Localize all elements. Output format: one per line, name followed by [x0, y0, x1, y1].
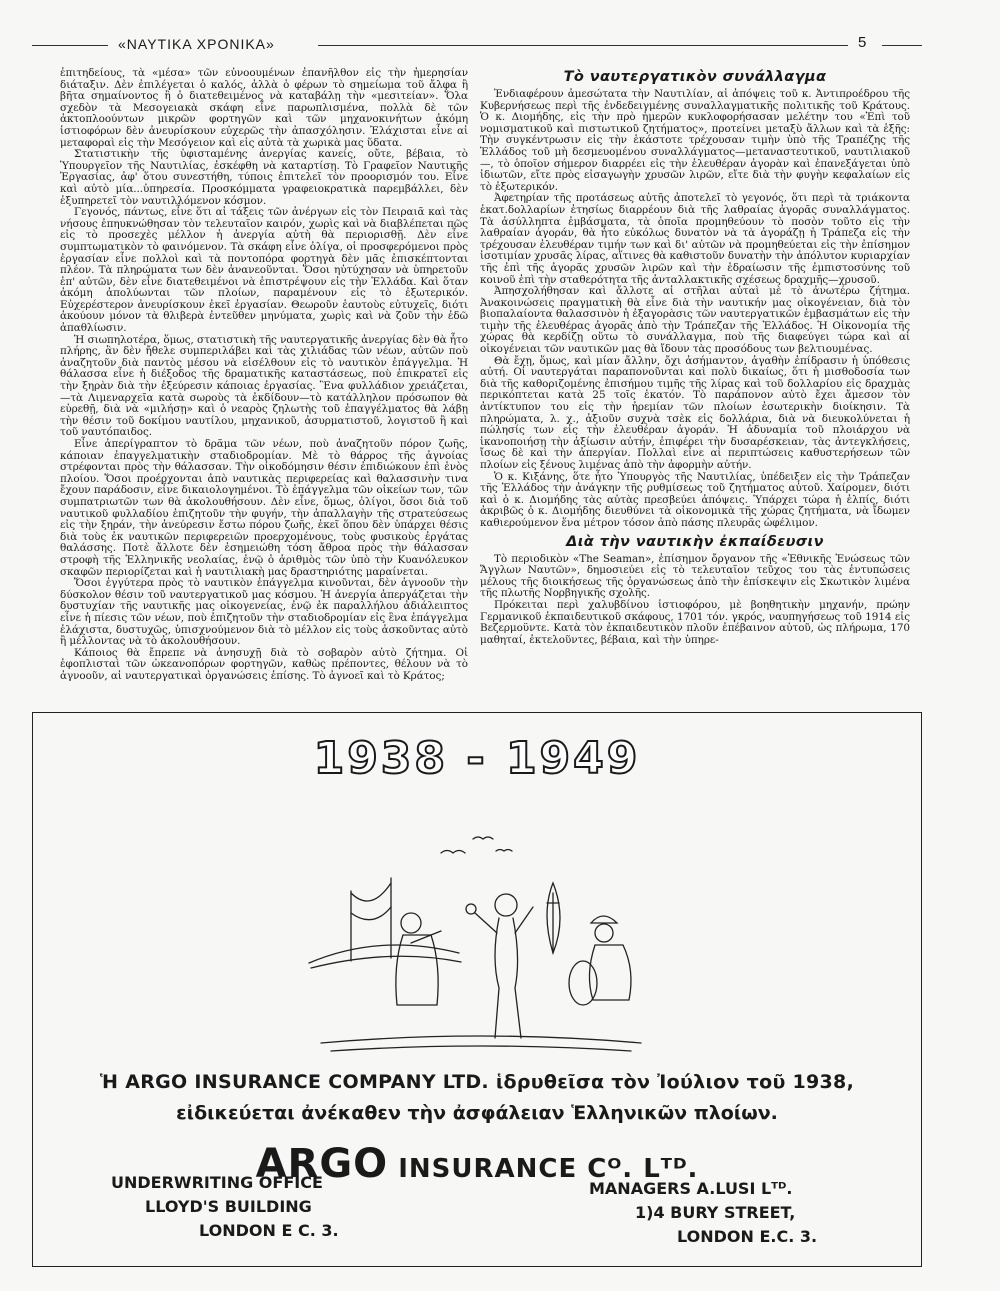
page-number: 5	[858, 34, 867, 51]
argo-insurance-advertisement	[32, 712, 922, 1267]
right-paragraph: Θὰ ἔχῃ, ὅμως, καὶ μίαν ἄλλην, ὄχι ἀσήμαντον, ἀγαθὴν ἐπίδρασιν ἡ ὑπόθεσις αὐτή. Οἱ ναυτεργάται παραπονοῦνται καὶ πολὺ δικαίως, ὅτι ἡ μισθοδοσία των διὰ τῆς καθοριζομένης ἐπισήμου τιμῆς τῆς λίρας καὶ τοῦ δολλαρίου εἰς δραχμὰς περικόπτεται κατὰ 25 τοῖς ἑκατόν. Τὸ παράπονον αὐτὸ ἔχει ἄμεσον τὸν ἀντίκτυπον του εἰς τὴν ἠρεμίαν τῶν πλοίων ἐσωτερικὴν διοίκησιν. Τὰ πληρώματα, λ. χ., ἀξιοῦν συχνὰ τσὲκ εἰς δολλάρια, διὰ νὰ διευκολύνεται ἡ πώλησίς των εἰς τὴν ἐλευθέραν ἀγοράν. Ἡ ἀδυναμία τοῦ πλοιάρχου νὰ ἱκανοποιήσῃ τὴν ἀξίωσιν αὐτήν, ἐπιφέρει τὴν δυσαρέσκειαν, τὰς ἀντεγκλήσεις, ἴσως δὲ καὶ τὴν ἀπεργίαν. Πολλαὶ εἶνε αἱ περιπτώσεις καθυστερήσεων τῶν πλοίων εἰς ξένους λιμένας ἀπὸ τὴν ἀφορμὴν αὐτήν.	[480, 354, 910, 471]
ad-underwriting-line: LONDON E C. 3.	[199, 1221, 339, 1240]
ad-years: 1938 - 1949	[313, 733, 641, 784]
right-paragraph: Ἀπησχολήθησαν καὶ ἄλλοτε αἱ στῆλαι αὐταὶ μὲ τὸ ἀνωτέρω ζήτημα. Ἀνακοινώσεις πραγματικὴ θὰ εἶνε διὰ τὴν ναυτικήν μας οἰκογένειαν, διὰ τὸν βιοπαλαίοντα θαλασσινὸν ἡ ἐξαγορὰσις τῶν ναυτεργατικῶν ἐμβασμάτων εἰς τὴν τιμὴν τῆς ἐλευθέρας ἀγορᾶς ἀπὸ τὴν Τράπεζαν τῆς Ἑλλάδος. Ἡ Οἰκονομία τῆς χώρας θὰ κερδίζῃ οὕτω τὸ συνάλλαγμα, ποὺ τῆς διαφεύγει τώρα καὶ αἱ οἰκογένειαι τῶν ναυτικῶν μας θὰ ἴδουν τὰς προσόδους των βελτιουμένας.	[480, 285, 910, 356]
header-rule-left	[32, 45, 108, 46]
ad-brand-rest: INSURANCE Cᴼ. Lᵀᴰ.	[398, 1154, 699, 1184]
right-paragraph: Ἀφετηρίαν τῆς προτάσεως αὐτῆς ἀποτελεῖ τὸ γεγονός, ὅτι περὶ τὰ τριάκοντα ἑκατ.δολλαρίων ἐτησίως διαρρέουν διὰ τῆς λαθραίας ἀγορᾶς συναλλάγματος. Τὰ ἀσύλληπτα ἐμβάσματα, τὰ ὁποῖα προμηθεύουν τὸ ποσὸν τοῦτο εἰς τὴν λαθραίαν ἀγοράν, θὰ ἦτο εὐκόλως δυνατὸν νὰ τὰ ἀγοράζῃ ἡ Τράπεζα εἰς τὴν τρέχουσαν ἐλευθέραν τιμήν των καὶ δι' αὐτῶν νὰ προμηθεύεται εἰς τὴν ἐπίσημον ἰσοτιμίαν χρυσᾶς λίρας, αἵτινες θὰ καθιστοῦν δυνατὴν τὴν ἀπόλυτον κυριαρχίαν τῆς ἐπὶ τῆς ἀγορᾶς χρυσῶν λιρῶν καὶ τὴν ἑδραίωσιν τῆς ἐμπιστοσύνης τοῦ κοινοῦ ἐπὶ τὴν σταθερότητα τῆς ἀνταλλακτικῆς σχέσεως δραχμῆς—χρυσοῦ.	[480, 192, 910, 286]
journal-title: «ΝΑΥΤΙΚΑ ΧΡΟΝΙΚΑ»	[118, 36, 275, 52]
left-paragraph: Εἶνε ἀπερίγραπτον τὸ δρᾶμα τῶν νέων, ποὺ ἀναζητοῦν πόρον ζωῆς, κάποιαν ἐπαγγελματικὴν σταδιοδρομίαν. Μὲ τὸ θάρρος τῆς ἀγνοίας στρέφονται πρὸς τὴν θάλασσαν. Τὴν οἰκοδόμησιν θέσιν ἐπιδιώκουν ἐπὶ ἑνὸς πλοίου. Ὅσοι προέρχονται ἀπὸ ναυτικὰς περιφερείας καὶ θαλασσινὴν τινα ἔχουν παράδοσιν, εἶνε δικαιολογημένοι. Τὸ ἐπάγγελμα τῶν οἰκείων των, τῶν συμπατριωτῶν των θὰ ἀκολουθήσουν. Δὲν εἶνε, ὅμως, ὀλίγοι, ὅσοι διὰ τοῦ ναυτικοῦ φυλλαδίου ἐπιζητοῦν τὴν φυγήν, τὴν ἀπαλλαγὴν τῆς στρατεύσεως εἰς τὴν ξηράν, τὴν ἀνεύρεσιν ἔστω πόρου ζωῆς, ἐκεῖ ὅπου δὲν ὑπάρχει θέσις διὰ τοὺς ἐκ ναυτικῶν περιφερειῶν προερχομένους, τοὺς φυσικοὺς ἐργάτας θαλάσσης. Ποτὲ ἄλλοτε δὲν ἐσημειώθη τόση ἄθροα πρὸς τὴν θάλασσαν στροφὴ τῆς Ἑλληνικῆς νεολαίας, ἐνῷ ὁ ἀριθμὸς τῶν ὑπὸ τὴν Κυανόλευκον σκαφῶν περιορίζεται καὶ ἡ ναυτιλιακὴ μας δραστηριότης μαραίνεται.	[60, 438, 468, 578]
right-paragraph: Ὁ κ. Κιξάνης, ὅτε ἦτο Ὑπουργὸς τῆς Ναυτιλίας, ὑπέδειξεν εἰς τὴν Τράπεζαν τῆς Ἑλλάδος τὴν ἀνάγκην τῆς ρυθμίσεως τοῦ ζητήματος αὐτοῦ. Χαίρομεν, διότι καὶ ὁ κ. Διομήδης τὰς αὐτὰς πρεσβεύει ἀπόψεις. Ὑπάρχει τώρα ἡ ἐλπίς, διότι ἀκριβῶς ὁ κ. Διομήδης διευθύνει τὰ οἰκονομικὰ τῆς χώρας ζητήματα, νὰ ἴδωμεν καθιερούμενον ἕνα μέτρον τόσον ἀπὸ πάσης πλευρᾶς ὠφέλιμον.	[480, 470, 910, 529]
left-column	[60, 68, 468, 682]
right-paragraph: Πρόκειται περὶ χαλυβδίνου ἱστιοφόρου, μὲ βοηθητικὴν μηχανήν, πρώην Γερμανικοῦ ἐκπαιδευτικοῦ σκάφους, 1701 τόν. γκρός, ναυπηγήσεως τοῦ 1914 εἰς Βεζερμοϋντε. Κατὰ τὸν ἐκπαιδευτικὸν πλοῦν ἐπέβαινον αὐτοῦ, ὡς πλήρωμα, 170 μαθηταί, ἐκτελοῦντες, βέβαια, καὶ τὴν ὑπηρε-	[480, 598, 910, 646]
ad-managers-line: LONDON E.C. 3.	[677, 1227, 818, 1246]
running-header	[32, 34, 922, 58]
ad-managers-line: 1)4 BURY STREET,	[635, 1203, 796, 1222]
left-paragraph: Γεγονός, πάντως, εἶνε ὅτι αἱ τάξεις τῶν ἀνέργων εἰς τὸν Πειραιᾶ καὶ τὰς νήσους ἐπηυκνώθησαν τὸν τελευταῖον καιρόν, χωρὶς καὶ νὰ διαβλέπεται πῶς εἰς τὸ προσεχὲς μέλλον ἡ ἀνεργία αὐτὴ θὰ περιορισθῇ. Δὲν εἶνε συμπτωματικὸν τὸ φαινόμενον. Τὰ σκάφη εἶνε ὀλίγα, οἱ προσφερόμενοι πρὸς ἐργασίαν εἶνε πολλοὶ καὶ τὰ ποντοπόρα φορτηγὰ δὲν μᾶς ἐπισκέπτονται πλέον. Τὰ πληρώματα των δὲν ἀνανεοῦνται. Ὅσοι ηὐτύχησαν νὰ ὑπηρετοῦν ἐπ' αὐτῶν, δὲν εἶνε διατεθειμένοι νὰ ἐπιστρέψουν εἰς τὴν Ἑλλάδα. Καὶ ὅταν ἀκόμη ἀπολύωνται τῶν πλοίων, παραμένουν εἰς τὸ ἐξωτερικόν. Εὐχερέστερον ἀνευρίσκουν ἐκεῖ ἐργασίαν. Θεωροῦν ἑαυτοὺς εὐτυχεῖς, διότι ἀκούουν μόνον τὰ θλιβερὰ ἐντεῦθεν μηνύματα, χωρὶς καὶ νὰ ζοῦν τὴν ἐδῶ ἀπαθλίωσιν.	[60, 206, 468, 335]
ad-underwriting-line: UNDERWRITING OFFICE	[111, 1173, 323, 1192]
ad-underwriting-office	[111, 1171, 339, 1243]
ad-brand-argo: ARGO	[255, 1141, 389, 1187]
left-paragraph: Κάποιος θὰ ἔπρεπε νὰ ἀνησυχῇ διὰ τὸ σοβαρὸν αὐτὸ ζήτημα. Οἱ ἐφοπλισταὶ τῶν ὠκεανοπόρων φορτηγῶν, καθὼς πρέποντες, θέλουν νὰ τὸ ἀγνοοῦν, αἱ ναυτεργατικαὶ ὀργανώσεις ἐπίσης. Τὸ ἀγνοεῖ καὶ τὸ Κράτος;	[60, 646, 468, 682]
left-paragraph: Ἡ σιωπηλοτέρα, ὅμως, στατιστικὴ τῆς ναυτεργατικῆς ἀνεργίας δὲν θὰ ἦτο πλήρης, ἂν δὲν ἤθελε συμπεριλάβει καὶ τὰς χιλιάδας τῶν νέων, αὐτῶν ποὺ ἀναζητοῦν διὰ παντὸς μέσου νὰ εἰσέλθουν εἰς τὸ ναυτικὸν ἐπάγγελμα. Ἡ θάλασσα εἶνε ἡ διέξοδος τῆς δραματικῆς καταστάσεως, ποὺ ἐπικρατεῖ εἰς τὴν ξηρὰν διὰ τὴν ἐξεύρεσιν κάποιας ἐργασίας. Ἓνα φυλλάδιον χρειάζεται,—τὰ Λιμεναρχεῖα κατὰ σωροὺς τὰ ἐκδίδουν—τὸ κατάλληλον πρόσωπον θὰ εὑρεθῇ, διὰ νὰ «μιλήσῃ» καὶ ὁ νεαρὸς ζηλωτὴς τοῦ ἐπαγγέλματος θὰ λάβῃ τὴν θέσιν τοῦ δοκίμου ναυτίλου, μηχανικοῦ, ἀσυρματιστοῦ, λογιστοῦ ἢ καὶ τοῦ ναυτόπαιδος.	[60, 333, 468, 439]
right-paragraph: Τὸ περιοδικὸν «The Seaman», ἐπίσημον ὄργανον τῆς «Ἐθνικῆς Ἑνώσεως τῶν Ἄγγλων Ναυτῶν», δημοσιεύει εἰς τὸ τελευταῖον τεῦχος του τὰς ἐντυπώσεις μέλους τῆς διοικήσεως τῆς ὀργανώσεως ἀπὸ τὴν ἐπίσκεψιν εἰς Σκωτικὸν λιμένα τῆς πλωτῆς Νορβηγικῆς σχολῆς.	[480, 552, 910, 600]
left-paragraph: Στατιστικὴν τῆς ὑφισταμένης ἀνεργίας κανείς, οὔτε, βέβαια, τὸ Ὑπουργεῖον τῆς Ναυτιλίας, ἐσκέφθη νὰ καταρτίσῃ. Τὸ Γραφεῖον Ναυτικῆς Ἐργασίας, ἀφ' ὅτου συνεστήθη, τύποις ἐπιτελεῖ τὸν προορισμόν του. Εἶνε καὶ αὐτὸ μία...ὑπηρεσία. Προσκόμματα γραφειοκρατικὰ παρεμβάλλει, δὲν ἐξυπηρετεῖ τὸν ναυτιλλόμενον κόσμον.	[60, 148, 468, 207]
header-rule-right	[318, 45, 848, 46]
ad-greek-line-2: εἰδικεύεται ἀνέκαθεν τὴν ἀσφάλειαν Ἑλληνικῶν πλοίων.	[176, 1102, 778, 1124]
ad-underwriting-line: LLOYD'S BUILDING	[145, 1197, 312, 1216]
ad-managers-line: MANAGERS A.LUSI Lᵀᴰ.	[589, 1179, 793, 1198]
ad-managers	[589, 1177, 817, 1249]
argonaut-illustration	[291, 793, 651, 1063]
header-rule-end	[882, 45, 922, 46]
right-column	[480, 68, 910, 646]
left-paragraph: ἐπιτηδείους, τὰ «μέσα» τῶν εὐνοουμένων ἐπανῆλθον εἰς τὴν ἡμερησίαν διάταξιν. Δὲν ἐπιλέγεται ὁ καλός, ἀλλὰ ὁ φέρων τὸ σημείωμα τοῦ ἄλφα ἢ βῆτα σημαίνοντος ἢ ὁ διατεθειμένος νὰ καταβάλῃ τὴν «μεσιτείαν». Ὅλα σχεδὸν τὰ Μεσογειακὰ σκάφη εἶνε παρωπλισμένα, πολλὰ δὲ τῶν ἀκτοπλοούντων μικρῶν φορτηγῶν καὶ τῶν μηχανοκινήτων ἀκόμη ἱστιοφόρων δὲν ἀνευρίσκουν εὐχερῶς τὴν ἀπασχόλησιν. Ἐλάχισται εἶνε αἱ μεταφοραὶ εἰς τὴν Μεσόγειον καὶ εἰς αὐτὰ τὰ χωρικὰ μας ὕδατα.	[60, 67, 468, 149]
section-title-currency: Τὸ ναυτεργατικὸν συνάλλαγμα	[563, 69, 827, 85]
ad-greek-line-1: Ἡ ARGO INSURANCE COMPANY LTD. ἱδρυθεῖσα τὸν Ἰούλιον τοῦ 1938,	[99, 1071, 855, 1093]
section-title-education: Διὰ τὴν ναυτικὴν ἐκπαίδευσιν	[566, 533, 824, 550]
right-paragraph: Ἐνδιαφέρουν ἀμεσώτατα τὴν Ναυτιλίαν, αἱ ἀπόψεις τοῦ κ. Ἀντιπροέδρου τῆς Κυβερνήσεως περὶ τῆς ἐνδεδειγμένης συναλλαγματικῆς πολιτικῆς τοῦ Κράτους. Ὁ κ. Διομήδης, εἰς τὴν πρὸ ἡμερῶν κυκλοφορήσασαν μελέτην του «Ἐπὶ τοῦ νομισματικοῦ καὶ πιστωτικοῦ ζητήματος», προτείνει μεταξὺ ἄλλων καὶ τὰ ἑξῆς: Τὴν συγκέντρωσιν εἰς τὴν ἑκάστοτε τρέχουσαν τιμὴν ὑπὸ τῆς Τραπέζης τῆς Ἑλλάδος τοῦ μὴ δεσμευομένου συναλλάγματος—μεταναστευτικοῦ, ναυτιλιακοῦ—, τὸ ὁποῖον σήμερον διαρρέει εἰς τὴν ἐλευθέραν ἀγορὰν καὶ ἐπανεξάγεται ὑπὸ ἰδιωτῶν, εἴτε πρὸς εἰσαγωγὴν χρυσῶν λιρῶν, εἴτε διὰ τὴν φυγὴν κεφαλαίων εἰς τὸ ἐξωτερικόν.	[480, 88, 910, 193]
left-paragraph: Ὅσοι ἐγγύτερα πρὸς τὸ ναυτικὸν ἐπάγγελμα κινοῦνται, δὲν ἀγνοοῦν τὴν δύσκολον θέσιν τοῦ ναυτεργατικοῦ μας κόσμου. Ἡ ἀνεργία ἀπεργάζεται τὴν δυστυχίαν τῆς ναυτικῆς μας οἰκογενείας, ἐνῷ ἐκ παραλλήλου ἀδιάλειπτος εἶνε ἡ πίεσις τῶν νέων, ποὺ ἐπιζητοῦν τὴν σταδιοδρομίαν εἰς ἓνα ἐπάγγελμα ἐλάχιστα, δυστυχῶς, ὑπισχνούμενον διὰ τὸ μέλλον εἰς τοὺς ἀσκοῦντας αὐτὸ ἢ μέλλοντας νὰ τὸ ἀκολουθήσουν.	[60, 577, 468, 648]
